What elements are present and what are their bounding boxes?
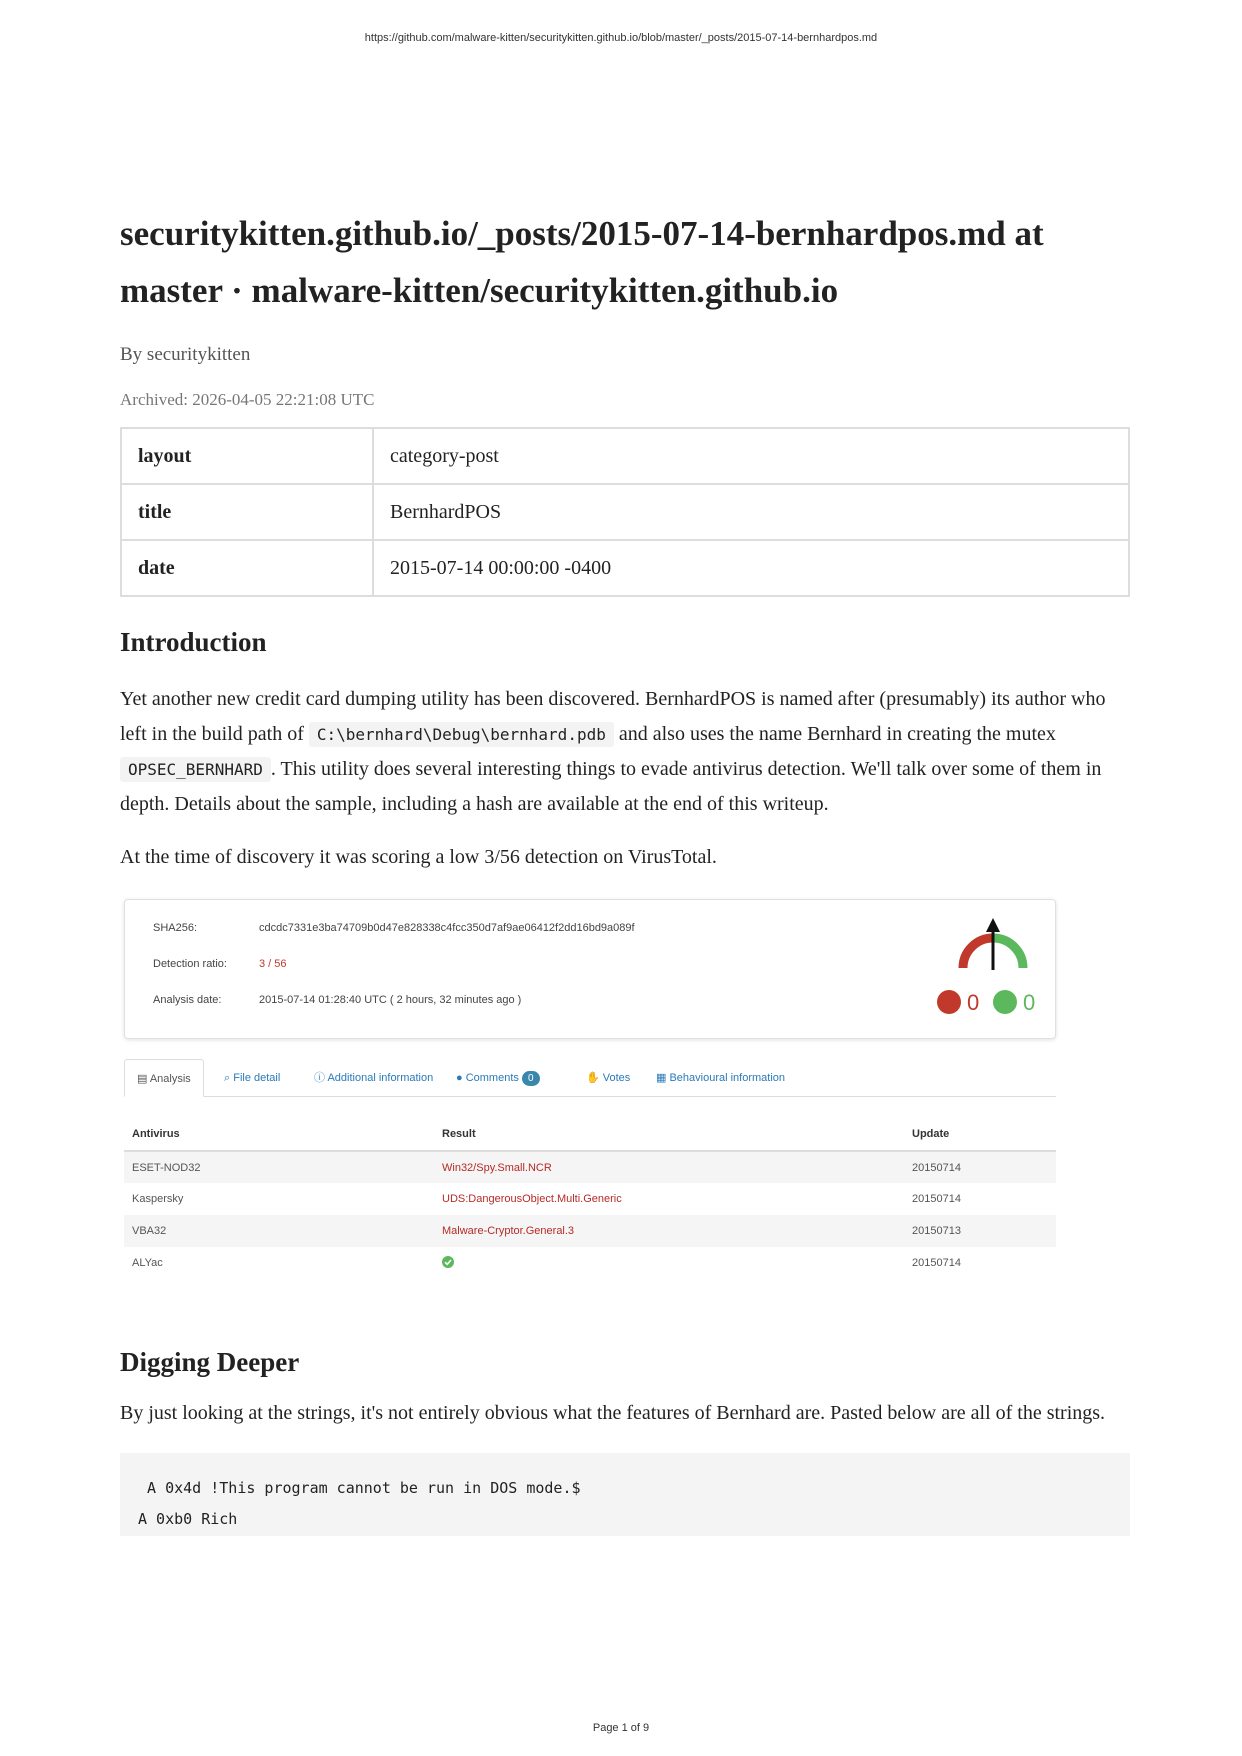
detection-result: UDS:DangerousObject.Multi.Generic — [442, 1193, 622, 1205]
intro-text-c: . This utility does several interesting things to evade antivirus detection. We'll talk over some of them in depth. Details about the sample, including a hash are available at the end of this writeup. — [120, 758, 1102, 815]
table-row — [124, 1247, 1056, 1279]
antivirus-results-table — [124, 1117, 1056, 1279]
analysis-tabs — [124, 1059, 1056, 1097]
table-row — [124, 1151, 1056, 1183]
antivirus-name: Kaspersky — [132, 1193, 184, 1205]
column-header: Antivirus — [124, 1117, 434, 1151]
page-number: Page 1 of 9 — [592, 1722, 650, 1734]
archived-date: Archived: 2026-04-05 22:21:08 UTC — [120, 390, 375, 409]
table-key: date — [121, 540, 373, 596]
table-row — [121, 428, 1129, 484]
digging-deeper-heading: Digging Deeper — [120, 1347, 300, 1377]
pdb-path-code: C:\bernhard\Debug\bernhard.pdb — [309, 722, 614, 747]
analysis-date-row — [153, 994, 521, 1006]
column-header: Update — [904, 1117, 1056, 1151]
detection-result: Malware-Cryptor.General.3 — [434, 1215, 904, 1247]
intro-text-b: and also uses the name Bernhard in creating the mutex — [613, 723, 1056, 745]
mutex-code: OPSEC_BERNHARD — [120, 757, 271, 782]
sha256-value: cdcdc7331e3ba74709b0d47e828338c4fcc350d7af9ae06412f2dd16bd9a089f — [259, 922, 635, 934]
table-row — [121, 484, 1129, 540]
sha256-row — [153, 922, 635, 934]
tab-comments[interactable]: ● Comments 0 — [444, 1059, 552, 1097]
angel-icon — [993, 990, 1017, 1014]
update-date: 20150713 — [904, 1215, 1056, 1247]
table-value: category-post — [373, 428, 1129, 484]
bad-votes-count: 0 — [967, 990, 980, 1015]
thumbs-down-icon: ✋ — [586, 1072, 603, 1084]
table-row — [124, 1215, 1056, 1247]
check-circle-icon — [442, 1256, 454, 1268]
film-icon: ▦ — [656, 1072, 670, 1084]
strings-paragraph: By just looking at the strings, it's not entirely obvious what the features of Bernhard are. Pasted below are all of the strings. — [120, 1402, 1106, 1424]
gauge-icon — [933, 910, 1053, 1030]
table-value: BernhardPOS — [373, 484, 1129, 540]
byline: By securitykitten — [120, 344, 251, 365]
info-icon: ⓘ — [314, 1072, 328, 1084]
comment-icon: ● — [456, 1072, 466, 1084]
detection-paragraph: At the time of discovery it was scoring a low 3/56 detection on VirusTotal. — [120, 846, 717, 868]
table-row — [124, 1183, 1056, 1215]
intro-text-a: Yet another new credit card dumping utility has been discovered. BernhardPOS is named after (presumably) its author who left in the build path of — [120, 688, 1106, 745]
table-key: title — [121, 484, 373, 540]
detection-ratio-label: Detection ratio: — [153, 958, 227, 970]
detection-ratio-row — [153, 958, 287, 970]
table-row — [121, 540, 1129, 596]
column-header: Result — [434, 1117, 904, 1151]
devil-icon — [937, 990, 961, 1014]
analysis-date-value: 2015-07-14 01:28:40 UTC ( 2 hours, 32 minutes ago ) — [259, 994, 522, 1006]
virustotal-screenshot — [120, 899, 1060, 1307]
tab-analysis[interactable]: ▤ Analysis — [124, 1059, 204, 1097]
intro-paragraph — [120, 682, 1130, 822]
search-icon: ⌕ — [224, 1072, 234, 1084]
detection-result: Win32/Spy.Small.NCR — [434, 1151, 904, 1183]
comments-count-badge: 0 — [522, 1071, 540, 1086]
community-score-gauge — [933, 910, 1053, 1030]
update-date: 20150714 — [904, 1151, 1056, 1183]
file-summary-card — [124, 899, 1056, 1039]
tab-additional-information[interactable]: ⓘ Additional information — [314, 1072, 434, 1084]
analysis-icon: ▤ — [137, 1073, 150, 1085]
page-url: https://github.com/malware-kitten/securitykitten.github.io/blob/master/_posts/2015-07-14-bernhardpos.md — [364, 32, 878, 44]
antivirus-name: ALYac — [132, 1257, 163, 1269]
tab-votes[interactable]: ✋ Votes — [586, 1072, 631, 1084]
table-header-row — [124, 1117, 1056, 1151]
update-date: 20150714 — [912, 1257, 961, 1269]
update-date: 20150714 — [912, 1193, 961, 1205]
antivirus-name: VBA32 — [124, 1215, 434, 1247]
strings-code-block — [120, 1453, 1130, 1536]
tab-behavioural-information[interactable]: ▦ Behavioural information — [656, 1072, 786, 1084]
front-matter-table — [120, 427, 1130, 597]
tab-file-detail[interactable]: ⌕ File detail — [224, 1072, 281, 1084]
code-line: A 0x4d !This program cannot be run in DOS mode.$ — [138, 1479, 581, 1497]
sha256-label: SHA256: — [153, 922, 198, 934]
table-value: 2015-07-14 00:00:00 -0400 — [373, 540, 1129, 596]
analysis-date-label: Analysis date: — [153, 994, 222, 1006]
introduction-heading: Introduction — [120, 627, 267, 657]
page-title: securitykitten.github.io/_posts/2015-07-14-bernhardpos.md at master · malware-kitten/securitykitten.github.io — [120, 214, 1044, 310]
detection-result — [434, 1247, 904, 1279]
table-key: layout — [121, 428, 373, 484]
good-votes-count: 0 — [1023, 990, 1036, 1015]
article — [120, 205, 1130, 1536]
code-line: A 0xb0 Rich — [138, 1510, 238, 1528]
antivirus-name: ESET-NOD32 — [124, 1151, 434, 1183]
detection-ratio-value: 3 / 56 — [259, 958, 287, 970]
